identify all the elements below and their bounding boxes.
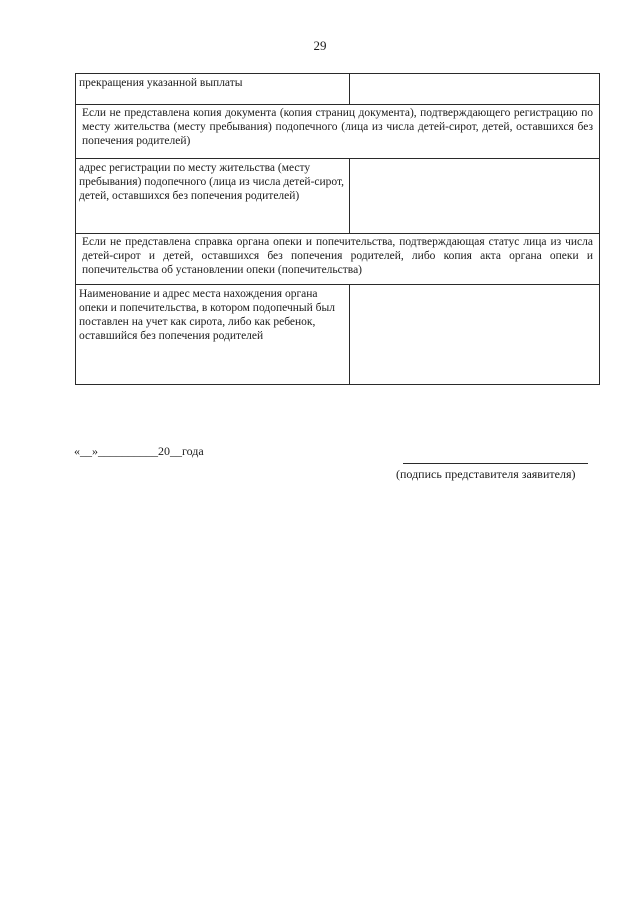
field-label-guardianship-authority: Наименование и адрес места нахождения органа опеки и попечительства, в котором подопечный был поставлен на учет как сирота, либо как ребенок, оставшийся без попечения родителей — [76, 285, 350, 385]
table-row — [76, 285, 600, 385]
field-value-payment-termination[interactable] — [350, 74, 600, 105]
signature-line[interactable] — [403, 463, 588, 464]
table-row — [76, 234, 600, 285]
date-field[interactable]: «__»__________20__года — [74, 444, 204, 458]
note-guardianship-certificate: Если не представлена справка органа опеки и попечительства, подтверждающая статус лица из числа детей-сирот и детей, оставшихся без попечения родителей, либо копия акта органа опеки и попечительства об установлении опеки (попечительства) — [76, 234, 600, 285]
field-label-payment-termination: прекращения указанной выплаты — [76, 74, 350, 105]
table-row — [76, 105, 600, 159]
field-value-registration-address[interactable] — [350, 159, 600, 234]
application-form-table — [75, 73, 600, 385]
field-value-guardianship-authority[interactable] — [350, 285, 600, 385]
table-row — [76, 74, 600, 105]
signature-caption: (подпись представителя заявителя) — [396, 467, 576, 481]
table-row — [76, 159, 600, 234]
note-registration-document: Если не представлена копия документа (копия страниц документа), подтверждающего регистрацию по месту жительства (месту пребывания) подопечного (лица из числа детей-сирот, детей, оставшихся без попечения родителей) — [76, 105, 600, 159]
field-label-registration-address: адрес регистрации по месту жительства (месту пребывания) подопечного (лица из числа детей-сирот, детей, оставшихся без попечения родителей) — [76, 159, 350, 234]
page-number: 29 — [313, 38, 327, 53]
